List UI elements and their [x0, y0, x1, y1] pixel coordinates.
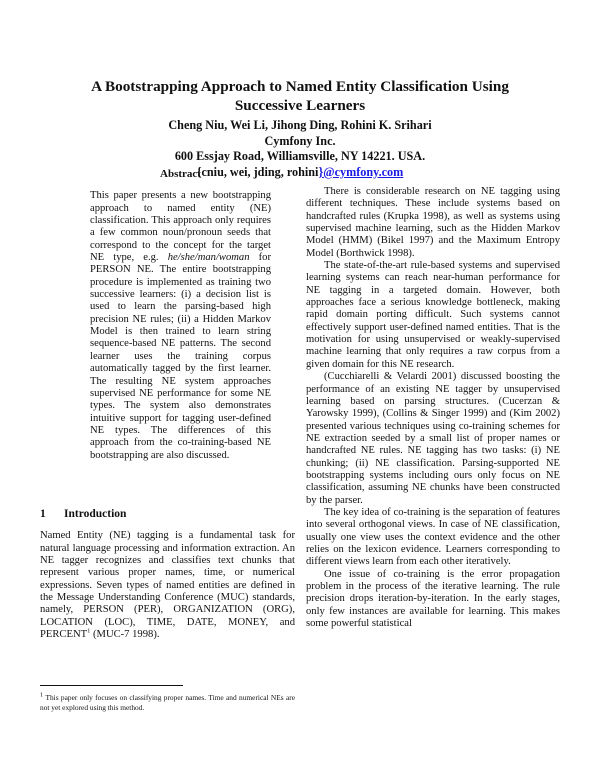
abstract-section	[90, 168, 271, 462]
body-paragraph: The key idea of co-training is the separation of features into several orthogonal views. In case of NE classification, usually one view uses the context evidence and the other relies on the lexicon evidence. Learners corresponding to different views learn from each other iteratively.	[306, 506, 560, 568]
body-paragraph: The state-of-the-art rule-based systems and supervised learning systems can reach near-human performance for NE tagging in a targeted domain. However, both approaches face a serious knowledge bottleneck, making rapid domain porting difficult. Such systems cannot effectively support user-defined named entities. That is the motivation for using unsupervised or weakly-supervised machine learning that only requires a raw corpus from a given domain for this NE research.	[306, 260, 560, 370]
abstract-text	[90, 190, 271, 462]
author-names: Cheng Niu, Wei Li, Jihong Ding, Rohini K. Srihari	[168, 118, 432, 132]
paper-title	[40, 77, 560, 115]
introduction-paragraph	[40, 530, 295, 641]
abstract-italic-seeds: he/she/man/woman	[167, 252, 250, 264]
email-prefix: {cniu, wei, jding, rohini	[196, 164, 319, 179]
footnote-number: 1	[40, 691, 44, 699]
intro-text-part2: (MUC-7 1998).	[90, 629, 160, 641]
abstract-heading: Abstract	[160, 168, 201, 180]
abstract-text-part2: for PERSON NE. The entire bootstrapping procedure is implemented as training two successive learners: (i) a decision list is used to learn the parsing-based high precision NE rules; (ii) a Hidden Markov Model is then trained to learn string sequence-based NE patterns. The second learner uses the training corpus automatically tagged by the first learner. The resulting NE system approaches supervised NE performance for some NE types. The system also demonstrates intuitive support for tagging user-defined NE types. The differences of this approach from the co-training-based NE bootstrapping are also discussed.	[90, 252, 271, 461]
email-link[interactable]: }@cymfony.com	[318, 164, 404, 179]
body-paragraph: One issue of co-training is the error propagation problem in the process of the iterative learning. The rule precision drops iteration-by-iteration. In the early stages, only few instances are available for learning. This makes some powerful statistical	[306, 568, 560, 630]
intro-text-part1: Named Entity (NE) tagging is a fundamental task for natural language processing and information extraction. An NE tagger recognizes and classifies text chunks that represent various proper names, time, or numerical expressions. Seven types of named entities are defined in the Message Understanding Conference (MUC) standards, namely, PERSON (PER), ORGANIZATION (ORG), LOCATION (LOC), TIME, DATE, MONEY, and PERCENT	[40, 530, 295, 641]
section-title: Introduction	[64, 508, 127, 520]
title-line-1: A Bootstrapping Approach to Named Entity Classification Using	[91, 78, 509, 95]
address: 600 Essjay Road, Williamsville, NY 14221. USA.	[174, 149, 426, 164]
body-paragraph: (Cucchiarelli & Velardi 2001) discussed boosting the performance of an existing NE tagger by unsupervised learning based on parsing structures. (Cucerzan & Yarowsky 1999), (Collins & Singer 1999) and (Kim 2002) presented various techniques using co-training schemes for NE extraction seeded by a small list of proper names or handcrafted NE rules. NE tagging has two tasks: (i) NE chunking; (ii) NE classification. Parsing-supported NE bootstrapping systems including ours only focus on NE classification, assuming NE chunks have been constructed by the parser.	[306, 371, 560, 506]
title-line-2: Successive Learners	[234, 97, 366, 114]
footnote	[40, 693, 295, 713]
section-number: 1	[40, 508, 46, 520]
section-heading-introduction	[40, 508, 295, 520]
right-column-body	[306, 186, 560, 630]
affiliation: Cymfony Inc.	[264, 133, 336, 148]
footnote-divider	[40, 685, 183, 686]
abstract-text-part1: This paper presents a new bootstrapping approach to named entity (NE) classification. This approach only requires a few common noun/pronoun seeds that correspond to the concept for the target NE type, e.g.	[90, 190, 271, 264]
footnote-marker[interactable]: 1	[87, 627, 91, 635]
footnote-text: This paper only focuses on classifying proper names. Time and numerical NEs are not yet explored using this method.	[40, 693, 295, 712]
introduction-section	[40, 508, 295, 641]
body-paragraph: There is considerable research on NE tagging using different techniques. These include systems based on handcrafted rules (Krupka 1998), as well as systems using supervised machine learning, such as the Hidden Markov Model (HMM) (Bikel 1997) and the Maximum Entropy Model (Borthwick 1998).	[306, 186, 560, 259]
